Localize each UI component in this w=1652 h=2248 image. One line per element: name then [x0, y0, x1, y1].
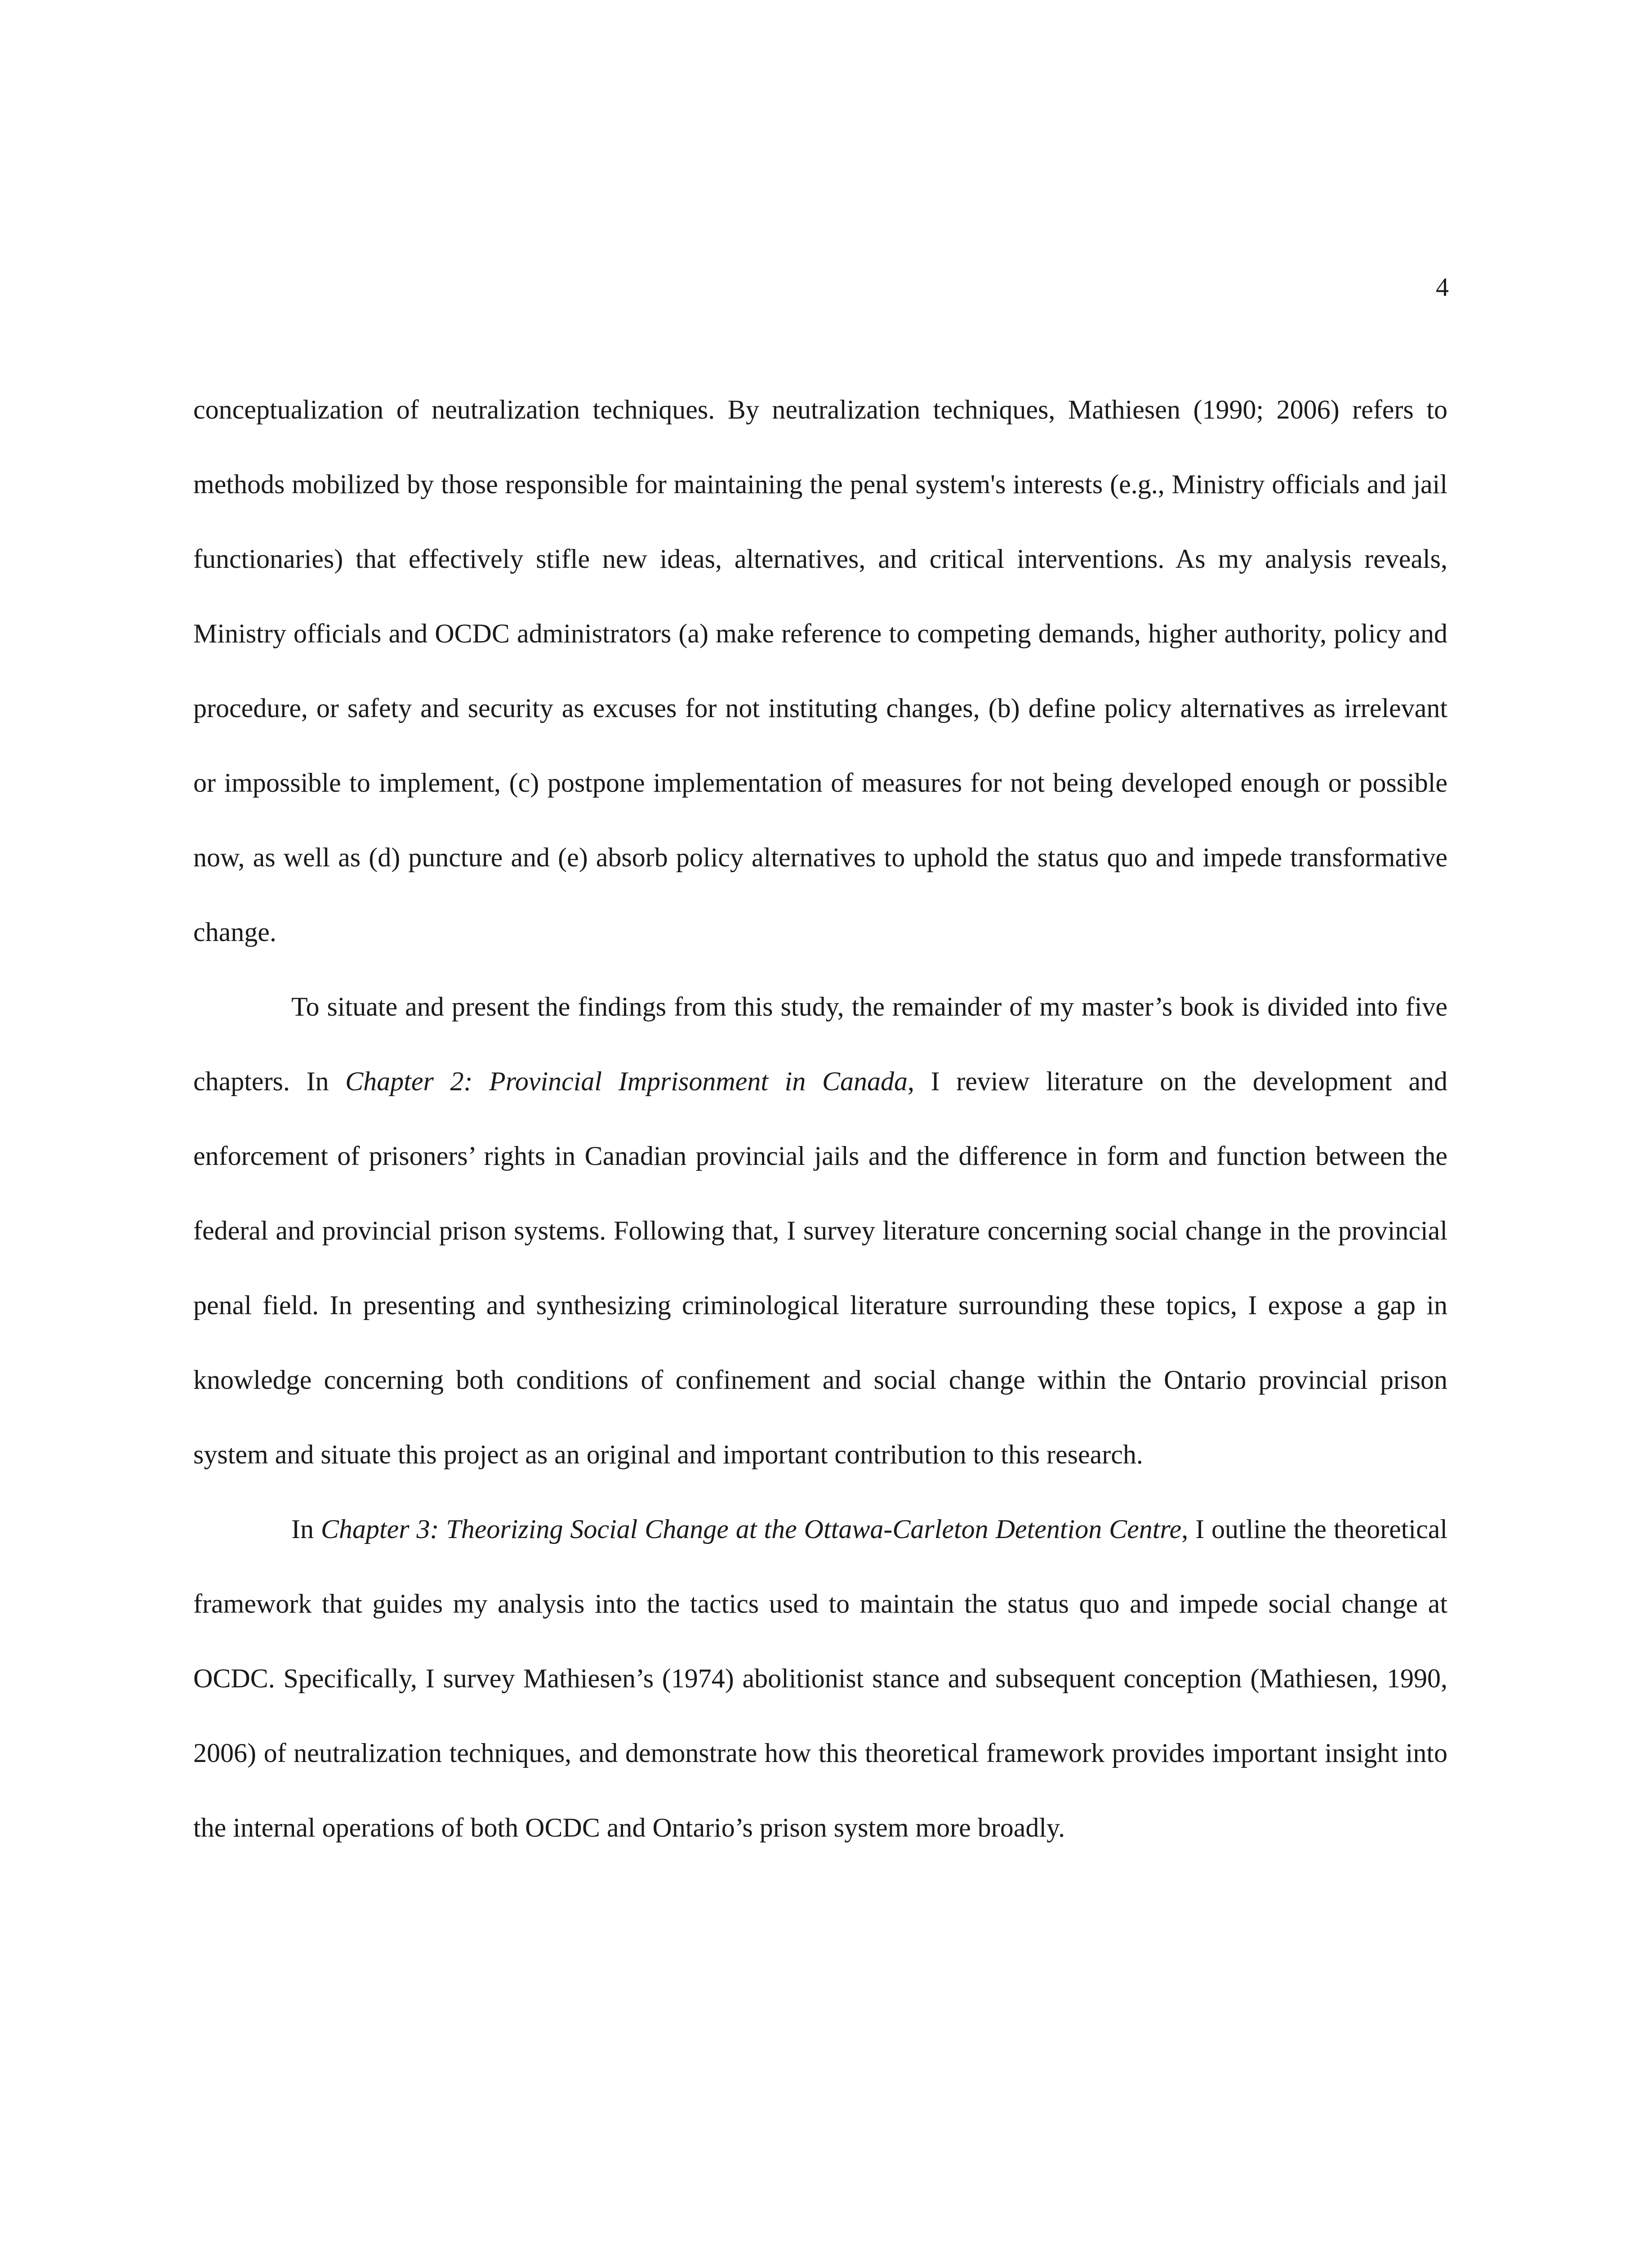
- paragraph-text: , I outline the theoretical framework that guides my analysis into the tactics used to maintain the status quo and impede social change at OCDC. Specifically, I survey Mathiesen’s (1974) abolitionist stance and subsequent conception (Mathiesen, 1990, 2006) of neutralization techniques, and demonstrate how this theoretical framework provides important insight into the internal operations of both OCDC and Ontario’s prison system more broadly.: [193, 1514, 1448, 1842]
- paragraph-text: , I review literature on the development and enforcement of prisoners’ rights in Canadian provincial jails and the difference in form and function between the federal and provincial prison systems. Following that, I survey literature concerning social change in the provincial penal field. In presenting and synthesizing criminological literature surrounding these topics, I expose a gap in knowledge concerning both conditions of confinement and social change within the Ontario provincial prison system and situate this project as an original and important contribution to this research.: [193, 1066, 1448, 1469]
- chapter-title-italic: Chapter 3: Theorizing Social Change at the Ottawa-Carleton Detention Centre: [321, 1514, 1182, 1544]
- paragraph-chapter-3-overview: [193, 1492, 1447, 1865]
- paragraph-text: In: [291, 1514, 321, 1544]
- paragraph-chapter-2-overview: [193, 969, 1447, 1492]
- page-number: 4: [1436, 272, 1449, 302]
- chapter-title-italic: Chapter 2: Provincial Imprisonment in Canada: [345, 1066, 908, 1096]
- body-text: [193, 372, 1447, 1865]
- paragraph-text: To situate and present the findings from this study, the remainder of my master’s book is divided into five chapters. In: [193, 992, 1447, 1096]
- paragraph-neutralization-techniques: [193, 372, 1447, 969]
- paragraph-text: conceptualization of neutralization techniques. By neutralization techniques, Mathiesen (1990; 2006) refers to methods mobilized by those responsible for maintaining the penal system's interests (e.g., Ministry officials and jail functionaries) that effectively stifle new ideas, alternatives, and critical interventions. As my analysis reveals, Ministry officials and OCDC administrators (a) make reference to competing demands, higher authority, policy and procedure, or safety and security as excuses for not instituting changes, (b) define policy alternatives as irrelevant or impossible to implement, (c) postpone implementation of measures for not being developed enough or possible now, as well as (d) puncture and (e) absorb policy alternatives to uphold the status quo and impede transformative change.: [193, 395, 1447, 947]
